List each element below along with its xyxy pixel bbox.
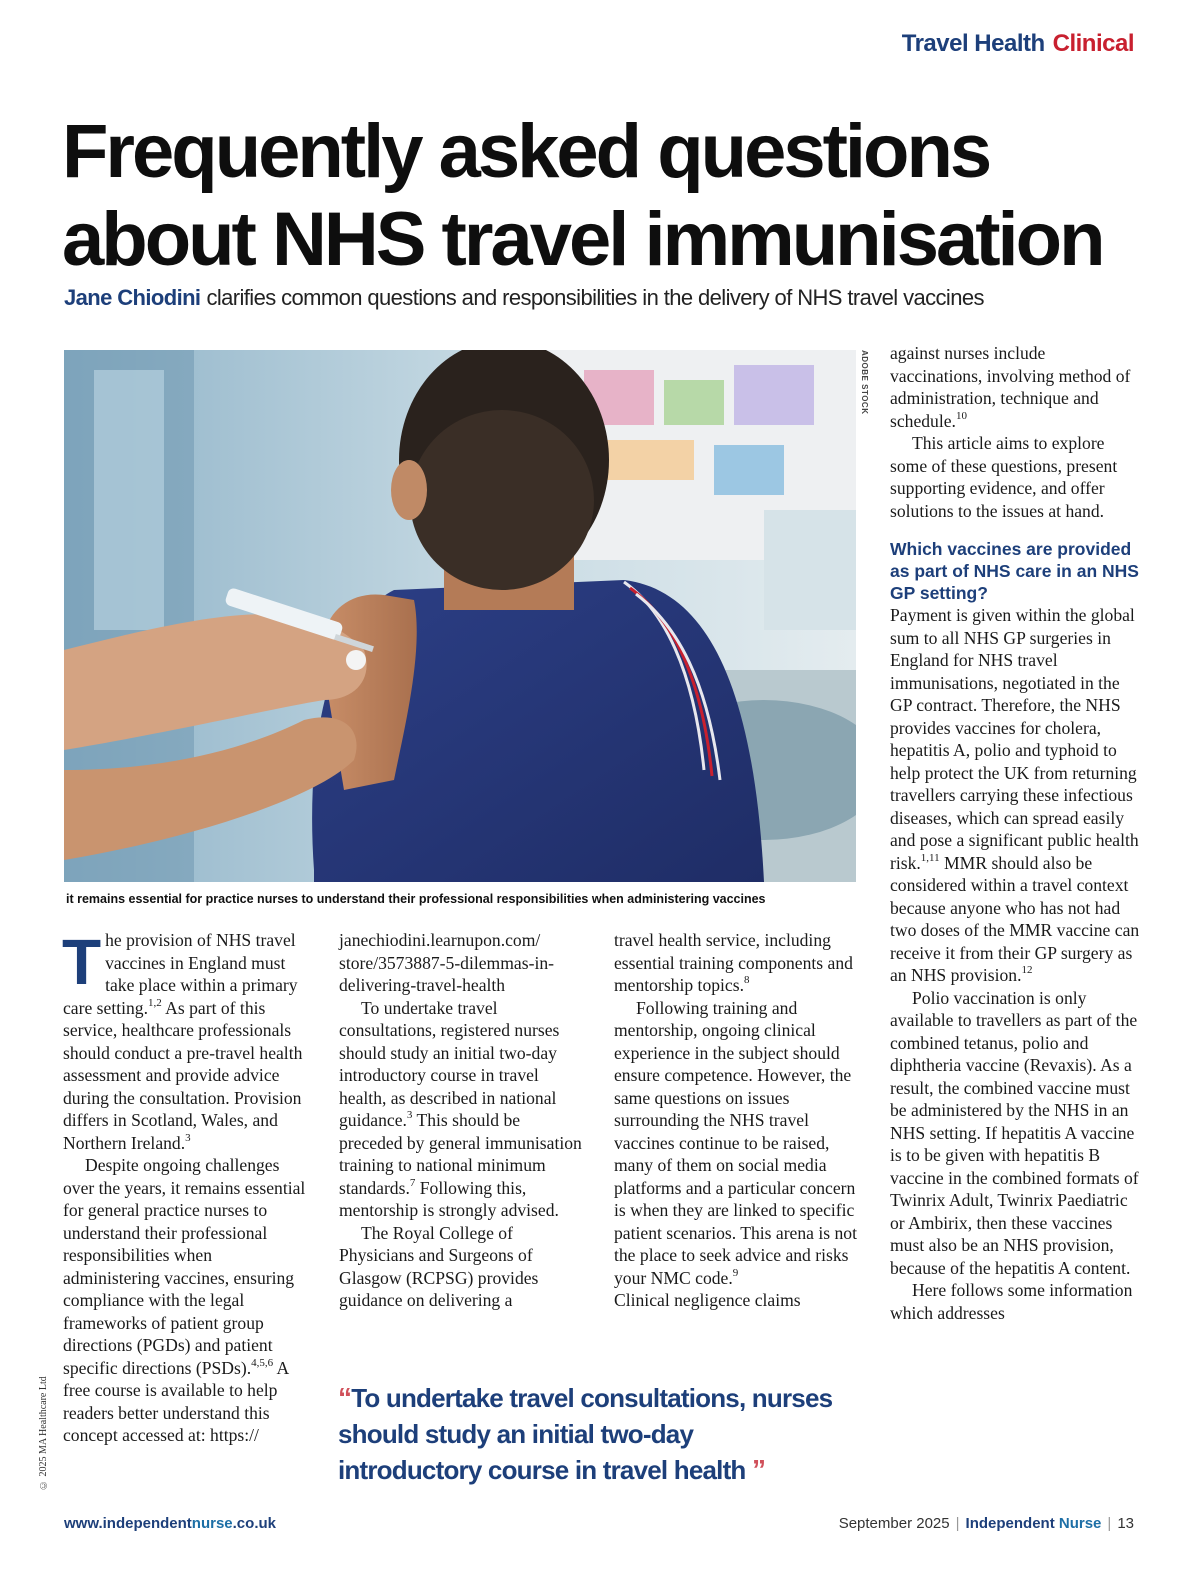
subheading: Which vaccines are provided as part of NHS care in an NHS GP setting? — [890, 539, 1139, 603]
url-part: www.independent — [64, 1515, 192, 1532]
course-link[interactable]: janechiodini.learnupon.com/ store/3573887-5-dilemmas-in-delivering-travel-health — [339, 930, 554, 995]
body-column-1 — [62, 926, 311, 1447]
author-name: Jane Chiodini — [64, 285, 201, 310]
reference: 1,2 — [148, 996, 162, 1009]
paragraph-text: This should be preceded by general immunisation training to national minimum standards. — [339, 1110, 582, 1198]
section-label — [902, 30, 1134, 58]
url-part: nurse — [191, 1515, 233, 1532]
page-number: 13 — [1117, 1515, 1134, 1532]
paragraph — [339, 997, 587, 1222]
reference: 12 — [1021, 964, 1033, 976]
paragraph — [62, 926, 311, 1154]
paragraph-text: Following training and mentorship, ongoing clinical experience in the subject should ensure competence. However, the same questions on issues surrounding the NHS travel vaccines continue to be raised, many of them on social media platforms and a particular concern is when they are linked to specific patient scenarios. This arena is not the place to seek advice and risks your NMC code. — [614, 997, 857, 1288]
paragraph-text: As part of this service, healthcare professionals should conduct a pre-travel health assessment and provide advice during the consultation. Provision differs in Scotland, Wales, and Northern Ireland. — [63, 997, 303, 1153]
paragraph-text: he provision of NHS travel vaccines in England must take place within a primary care setting. — [63, 930, 298, 1018]
reference: 4,5,6 — [251, 1356, 274, 1369]
pull-quote — [338, 1380, 838, 1488]
footer-issue-info — [839, 1515, 1134, 1532]
paragraph-text: A free course is available to help readers better understand this concept accessed at: https:// — [63, 1357, 289, 1445]
standfirst — [64, 285, 1144, 311]
body-column-2 — [339, 929, 587, 1312]
photo-caption: it remains essential for practice nurses to understand their professional responsibilities when administering vaccines — [66, 892, 766, 906]
reference: 8 — [744, 974, 750, 986]
paragraph — [614, 929, 862, 997]
reference: 3 — [185, 1131, 191, 1144]
paragraph: Clinical negligence claims — [614, 1290, 801, 1310]
paragraph-text: Following this, mentorship is strongly advised. — [339, 1177, 559, 1220]
copyright-notice: © 2025 MA Healthcare Ltd — [38, 1376, 49, 1490]
paragraph-text: against nurses include vaccinations, involving method of administration, technique and schedule. — [890, 343, 1131, 431]
reference: 9 — [732, 1266, 739, 1279]
category-name: Clinical — [1052, 30, 1134, 57]
photo-credit: ADOBE STOCK — [860, 350, 869, 415]
paragraph: The Royal College of Physicians and Surgeons of Glasgow (RCPSG) provides guidance on delivering a — [339, 1222, 539, 1310]
paragraph — [614, 997, 862, 1290]
paragraph: This article aims to explore some of these questions, present supporting evidence, and offer solutions to the issues at hand. — [890, 433, 1118, 521]
paragraph-text: MMR should also be considered within a travel context because anyone who has not had two doses of the MMR vaccine can receive it from their GP surgery as an NHS provision. — [890, 852, 1140, 985]
paragraph — [890, 604, 1140, 987]
paragraph: Here follows some information which addresses — [890, 1280, 1133, 1323]
drop-cap: T — [62, 926, 102, 998]
paragraph — [63, 1154, 311, 1447]
reference: 3 — [406, 1109, 413, 1121]
reference: 1,11 — [920, 851, 940, 864]
vaccination-illustration — [64, 350, 856, 882]
paragraph-text: To undertake travel consultations, registered nurses should study an initial two-day introductory course in travel health, as described in national guidance. — [339, 997, 560, 1130]
standfirst-text: clarifies common questions and responsibilities in the delivery of NHS travel vaccines — [206, 285, 984, 310]
paragraph: Polio vaccination is only available to travellers as part of the combined tetanus, polio and diphtheria vaccine (Revaxis). As a result, the combined vaccine must be administered by the NHS in an NHS setting. If hepatitis A vaccine is to be given with hepatitis B vaccine in the combined formats of Twinrix Adult, Twinrix Paediatric or Ambirix, then these vaccines must also be an NHS provision, because of the hepatitis A content. — [890, 987, 1139, 1278]
divider: | — [955, 1515, 960, 1532]
issue-date: September 2025 — [838, 1515, 950, 1532]
body-column-4 — [890, 342, 1140, 1324]
url-part: .co.uk — [232, 1515, 276, 1532]
close-quote-mark: ” — [751, 1454, 766, 1485]
paragraph-text: travel health service, including essential training components and mentorship topics. — [614, 930, 853, 995]
website-link[interactable] — [64, 1515, 276, 1532]
pull-quote-text: To undertake travel consultations, nurses should study an initial two-day introductory course in travel health — [338, 1383, 833, 1485]
vaccination-photo — [64, 350, 856, 882]
reference: 10 — [955, 409, 967, 422]
article-title: Frequently asked questions about NHS travel immunisation — [62, 109, 1103, 282]
open-quote-mark: “ — [338, 1382, 352, 1413]
body-column-3 — [614, 929, 862, 1312]
magazine-name-b: Nurse — [1058, 1515, 1102, 1532]
paragraph-text: Despite ongoing challenges over the years, it remains essential for general practice nurses to understand their professional responsibilities when administering vaccines, ensuring compliance with the legal frameworks of patient group directions (PGDs) and patient specific directions (PSDs). — [63, 1155, 306, 1378]
paragraph-text: Payment is given within the global sum to all NHS GP surgeries in England for NHS travel immunisations, negotiated in the GP contract. Therefore, the NHS provides vaccines for cholera, hepatitis A, polio and typhoid to help protect the UK from returning travellers carrying these infectious diseases, which can spread easily and pose a significant public health risk. — [890, 605, 1139, 873]
magazine-name-a: Independent — [965, 1515, 1055, 1532]
divider: | — [1107, 1515, 1112, 1532]
section-name: Travel Health — [901, 30, 1045, 57]
reference: 7 — [409, 1176, 416, 1189]
paragraph — [890, 342, 1140, 432]
